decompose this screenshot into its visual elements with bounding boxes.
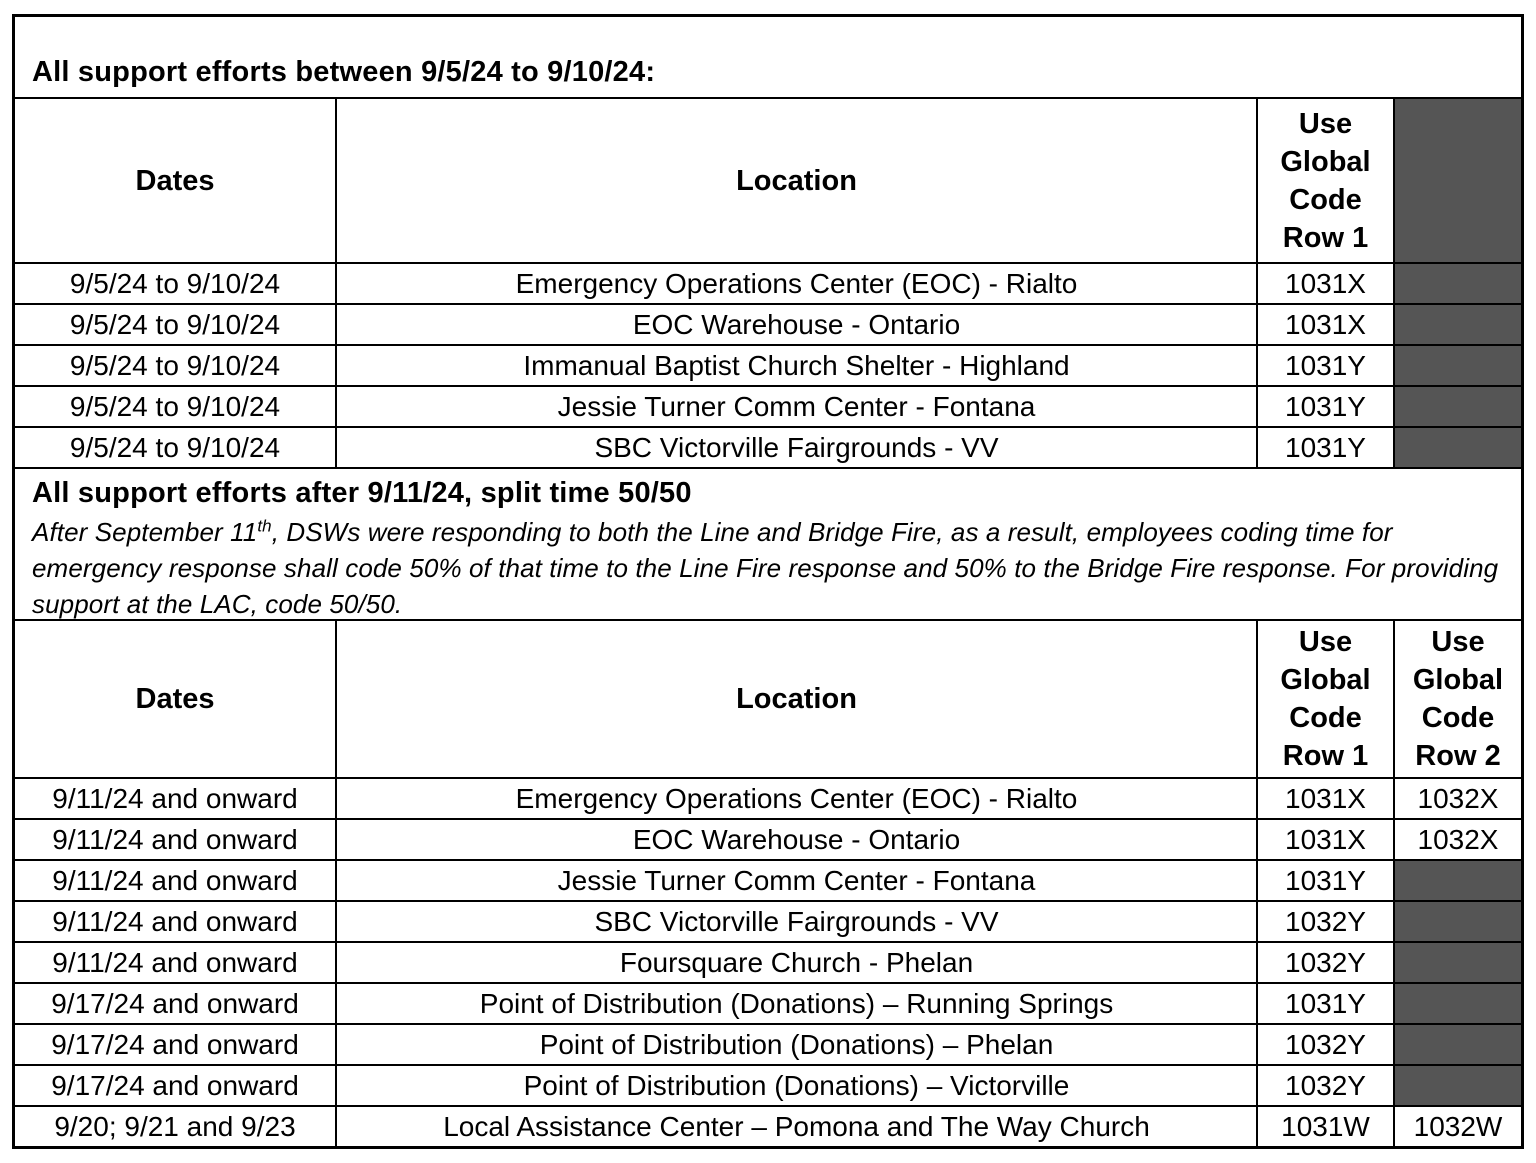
- dates-cell: 9/17/24 and onward: [51, 1069, 299, 1101]
- shaded-cell: [1393, 861, 1521, 900]
- table-row: [15, 982, 1521, 1023]
- table-row: [15, 344, 1521, 385]
- table2-header-location: Location: [335, 621, 1256, 777]
- code-row1-cell: 1031W: [1256, 1107, 1393, 1146]
- note-text-after-superscript: , DSWs were responding to both the Line and Bridge Fire, as a result, employees coding time for emergency response shall code 50% of that time to the Line Fire response and 50% to the Bridge Fire response. For providing support at the LAC, code 50/50.: [32, 517, 1499, 619]
- table-row: [15, 1064, 1521, 1105]
- dates-cell: 9/17/24 and onward: [51, 1028, 299, 1060]
- dates-cell: 9/17/24 and onward: [51, 987, 299, 1019]
- table-row: [15, 262, 1521, 303]
- table2-header-row: [15, 619, 1521, 777]
- location-cell: Point of Distribution (Donations) – Victorville: [335, 1066, 1256, 1105]
- code-row1-cell: 1032Y: [1256, 943, 1393, 982]
- code-row1-cell: 1031Y: [1256, 428, 1393, 467]
- section2-note: [32, 514, 1501, 622]
- shaded-cell: [1393, 305, 1521, 344]
- table1-header-shaded-cell: [1393, 99, 1521, 262]
- section2-heading: All support efforts after 9/11/24, split time 50/50: [32, 477, 692, 509]
- note-superscript: th: [257, 516, 272, 536]
- code-row1-cell: 1031X: [1256, 264, 1393, 303]
- dates-cell: 9/5/24 to 9/10/24: [69, 308, 281, 340]
- location-cell: Immanual Baptist Church Shelter - Highland: [335, 346, 1256, 385]
- section2-heading-band: [15, 467, 1521, 619]
- code-row1-cell: 1031Y: [1256, 984, 1393, 1023]
- shaded-cell: [1393, 346, 1521, 385]
- table1-header-dates: Dates: [135, 164, 215, 197]
- code-row2-cell: 1032X: [1393, 779, 1521, 818]
- dates-cell: 9/11/24 and onward: [52, 905, 298, 937]
- code-row1-cell: 1031X: [1256, 779, 1393, 818]
- location-cell: Emergency Operations Center (EOC) - Rialto: [335, 264, 1256, 303]
- dates-cell: 9/20; 9/21 and 9/23: [54, 1110, 296, 1142]
- code-row2-cell: 1032W: [1393, 1107, 1521, 1146]
- code-row2-cell: 1032X: [1393, 820, 1521, 859]
- shaded-cell: [1393, 943, 1521, 982]
- code-row1-cell: 1031X: [1256, 305, 1393, 344]
- location-cell: Foursquare Church - Phelan: [335, 943, 1256, 982]
- shaded-cell: [1393, 264, 1521, 303]
- table-row: [15, 818, 1521, 859]
- dates-cell: 9/11/24 and onward: [52, 864, 298, 896]
- code-row1-cell: 1032Y: [1256, 1066, 1393, 1105]
- table-row: [15, 385, 1521, 426]
- shaded-cell: [1393, 387, 1521, 426]
- location-cell: SBC Victorville Fairgrounds - VV: [335, 902, 1256, 941]
- dates-cell: 9/5/24 to 9/10/24: [69, 349, 281, 381]
- document-frame: [12, 14, 1524, 1149]
- shaded-cell: [1393, 1066, 1521, 1105]
- shaded-cell: [1393, 1025, 1521, 1064]
- table-row: [15, 426, 1521, 467]
- table-row: [15, 941, 1521, 982]
- dates-cell: 9/5/24 to 9/10/24: [69, 267, 281, 299]
- section1-heading-band: [15, 17, 1521, 97]
- location-cell: Emergency Operations Center (EOC) - Rialto: [335, 779, 1256, 818]
- shaded-cell: [1393, 902, 1521, 941]
- section1-heading: All support efforts between 9/5/24 to 9/10/24:: [32, 56, 656, 88]
- table-row: [15, 900, 1521, 941]
- location-cell: Jessie Turner Comm Center - Fontana: [335, 861, 1256, 900]
- code-row1-cell: 1031Y: [1256, 861, 1393, 900]
- table2-header-code-row2: Use Global Code Row 2: [1393, 621, 1521, 777]
- dates-cell: 9/5/24 to 9/10/24: [69, 390, 281, 422]
- dates-cell: 9/11/24 and onward: [52, 823, 298, 855]
- table-row: [15, 1105, 1521, 1146]
- code-row1-cell: 1031Y: [1256, 387, 1393, 426]
- shaded-cell: [1393, 428, 1521, 467]
- table-row: [15, 777, 1521, 818]
- code-row1-cell: 1031Y: [1256, 346, 1393, 385]
- note-text-before-superscript: After September 11: [32, 517, 258, 547]
- dates-cell: 9/11/24 and onward: [52, 946, 298, 978]
- location-cell: Point of Distribution (Donations) – Running Springs: [335, 984, 1256, 1023]
- table-row: [15, 1023, 1521, 1064]
- table-row: [15, 859, 1521, 900]
- location-cell: EOC Warehouse - Ontario: [335, 820, 1256, 859]
- dates-cell: 9/5/24 to 9/10/24: [69, 431, 281, 463]
- code-row1-cell: 1031X: [1256, 820, 1393, 859]
- table1-header-location: Location: [335, 99, 1256, 262]
- location-cell: SBC Victorville Fairgrounds - VV: [335, 428, 1256, 467]
- code-row1-cell: 1032Y: [1256, 1025, 1393, 1064]
- dates-cell: 9/11/24 and onward: [52, 782, 298, 814]
- location-cell: Local Assistance Center – Pomona and The Way Church: [335, 1107, 1256, 1146]
- table2-header-dates: Dates: [135, 683, 215, 715]
- location-cell: Jessie Turner Comm Center - Fontana: [335, 387, 1256, 426]
- shaded-cell: [1393, 984, 1521, 1023]
- code-row1-cell: 1032Y: [1256, 902, 1393, 941]
- location-cell: EOC Warehouse - Ontario: [335, 305, 1256, 344]
- table1-header-code-row1: Use Global Code Row 1: [1256, 99, 1393, 262]
- table-row: [15, 303, 1521, 344]
- location-cell: Point of Distribution (Donations) – Phelan: [335, 1025, 1256, 1064]
- table2-header-code-row1: Use Global Code Row 1: [1256, 621, 1393, 777]
- table1-header-row: [15, 97, 1521, 262]
